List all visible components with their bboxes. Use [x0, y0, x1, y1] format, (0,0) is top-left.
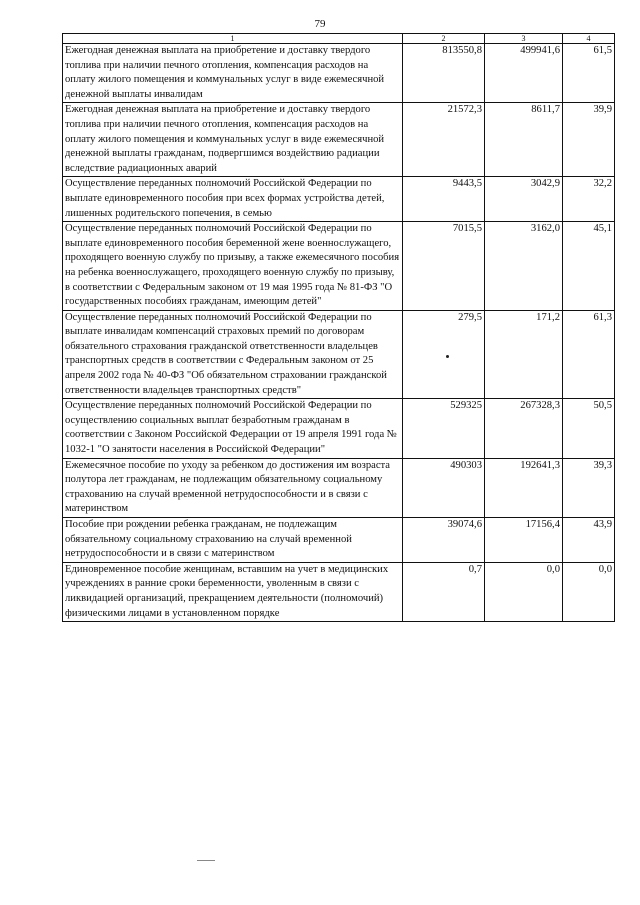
row-description: Единовременное пособие женщинам, вставшим на учет в медицинских учреждениях в ранние сроки беременности, уволенным в связи с ликвидацией организаций, прекращением деятельности (полномочий) физическими лицами в установленном порядке [63, 562, 403, 621]
row-value-col2: 529325 [403, 399, 485, 458]
column-header: 2 [403, 34, 485, 44]
row-value-col3: 192641,3 [485, 458, 563, 517]
row-value-col4: 39,9 [563, 103, 615, 177]
scan-speck [446, 355, 449, 358]
row-value-col3: 8611,7 [485, 103, 563, 177]
row-value-col2: 7015,5 [403, 222, 485, 311]
row-value-col3: 3162,0 [485, 222, 563, 311]
row-value-col2: 0,7 [403, 562, 485, 621]
table-row [63, 458, 615, 517]
table-row [63, 310, 615, 399]
table-row [63, 222, 615, 311]
table-row [63, 177, 615, 222]
row-value-col4: 43,9 [563, 518, 615, 563]
row-value-col3: 171,2 [485, 310, 563, 399]
row-value-col4: 39,3 [563, 458, 615, 517]
table-row [63, 518, 615, 563]
table-row [63, 44, 615, 103]
column-header: 1 [63, 34, 403, 44]
row-description: Осуществление переданных полномочий Российской Федерации по выплате единовременного пособия беременной жене военнослужащего, проходящего военную службу по призыву, а также ежемесячного пособия на ребенка военнослужащего, проходящего военную службу по призыву, в соответствии с Федеральным законом от 19 мая 1995 года № 81-ФЗ "О государственных пособиях гражданам, имеющим детей" [63, 222, 403, 311]
row-value-col4: 50,5 [563, 399, 615, 458]
row-value-col4: 45,1 [563, 222, 615, 311]
page-number: 79 [314, 18, 326, 30]
row-value-col4: 61,3 [563, 310, 615, 399]
row-value-col2: 490303 [403, 458, 485, 517]
row-value-col3: 267328,3 [485, 399, 563, 458]
table-row [63, 562, 615, 621]
column-header: 4 [563, 34, 615, 44]
row-value-col4: 0,0 [563, 562, 615, 621]
row-value-col2: 9443,5 [403, 177, 485, 222]
row-value-col4: 61,5 [563, 44, 615, 103]
row-description: Ежегодная денежная выплата на приобретение и доставку твердого топлива при наличии печного отопления, компенсация расходов на оплату жилого помещения и коммунальных услуг в виде ежемесячной денежной выплаты гражданам, подвергшимся воздействию радиации вследствие радиационных аварий [63, 103, 403, 177]
row-description: Пособие при рождении ребенка гражданам, не подлежащим обязательному социальному страхованию на случай временной нетрудоспособности и в связи с материнством [63, 518, 403, 563]
row-description: Осуществление переданных полномочий Российской Федерации по осуществлению социальных выплат безработным гражданам в соответствии с Законом Российской Федерации от 19 апреля 1991 года № 1032-1 "О занятости населения в Российской Федерации" [63, 399, 403, 458]
row-description: Ежемесячное пособие по уходу за ребенком до достижения им возраста полутора лет гражданам, не подлежащим обязательному социальному страхованию на случай временной нетрудоспособности и в связи с материнством [63, 458, 403, 517]
row-value-col4: 32,2 [563, 177, 615, 222]
row-value-col3: 3042,9 [485, 177, 563, 222]
table-row [63, 103, 615, 177]
scan-mark [197, 860, 215, 861]
row-value-col3: 17156,4 [485, 518, 563, 563]
row-description: Осуществление переданных полномочий Российской Федерации по выплате единовременного пособия при всех формах устройства детей, лишенных родительского попечения, в семью [63, 177, 403, 222]
row-value-col3: 499941,6 [485, 44, 563, 103]
column-header: 3 [485, 34, 563, 44]
row-value-col2: 279,5 [403, 310, 485, 399]
row-value-col2: 21572,3 [403, 103, 485, 177]
row-description: Осуществление переданных полномочий Российской Федерации по выплате инвалидам компенсаций страховых премий по договорам обязательного страхования гражданской ответственности владельцев транспортных средств в соответствии с Федеральным законом от 25 апреля 2002 года № 40-ФЗ "Об обязательном страховании гражданской ответственности владельцев транспортных средств" [63, 310, 403, 399]
row-description: Ежегодная денежная выплата на приобретение и доставку твердого топлива при наличии печного отопления, компенсация расходов на оплату жилого помещения и коммунальных услуг в виде ежемесячной денежной выплаты инвалидам [63, 44, 403, 103]
row-value-col2: 813550,8 [403, 44, 485, 103]
row-value-col2: 39074,6 [403, 518, 485, 563]
table-header-row [63, 34, 615, 44]
budget-table [62, 33, 615, 622]
row-value-col3: 0,0 [485, 562, 563, 621]
table-row [63, 399, 615, 458]
